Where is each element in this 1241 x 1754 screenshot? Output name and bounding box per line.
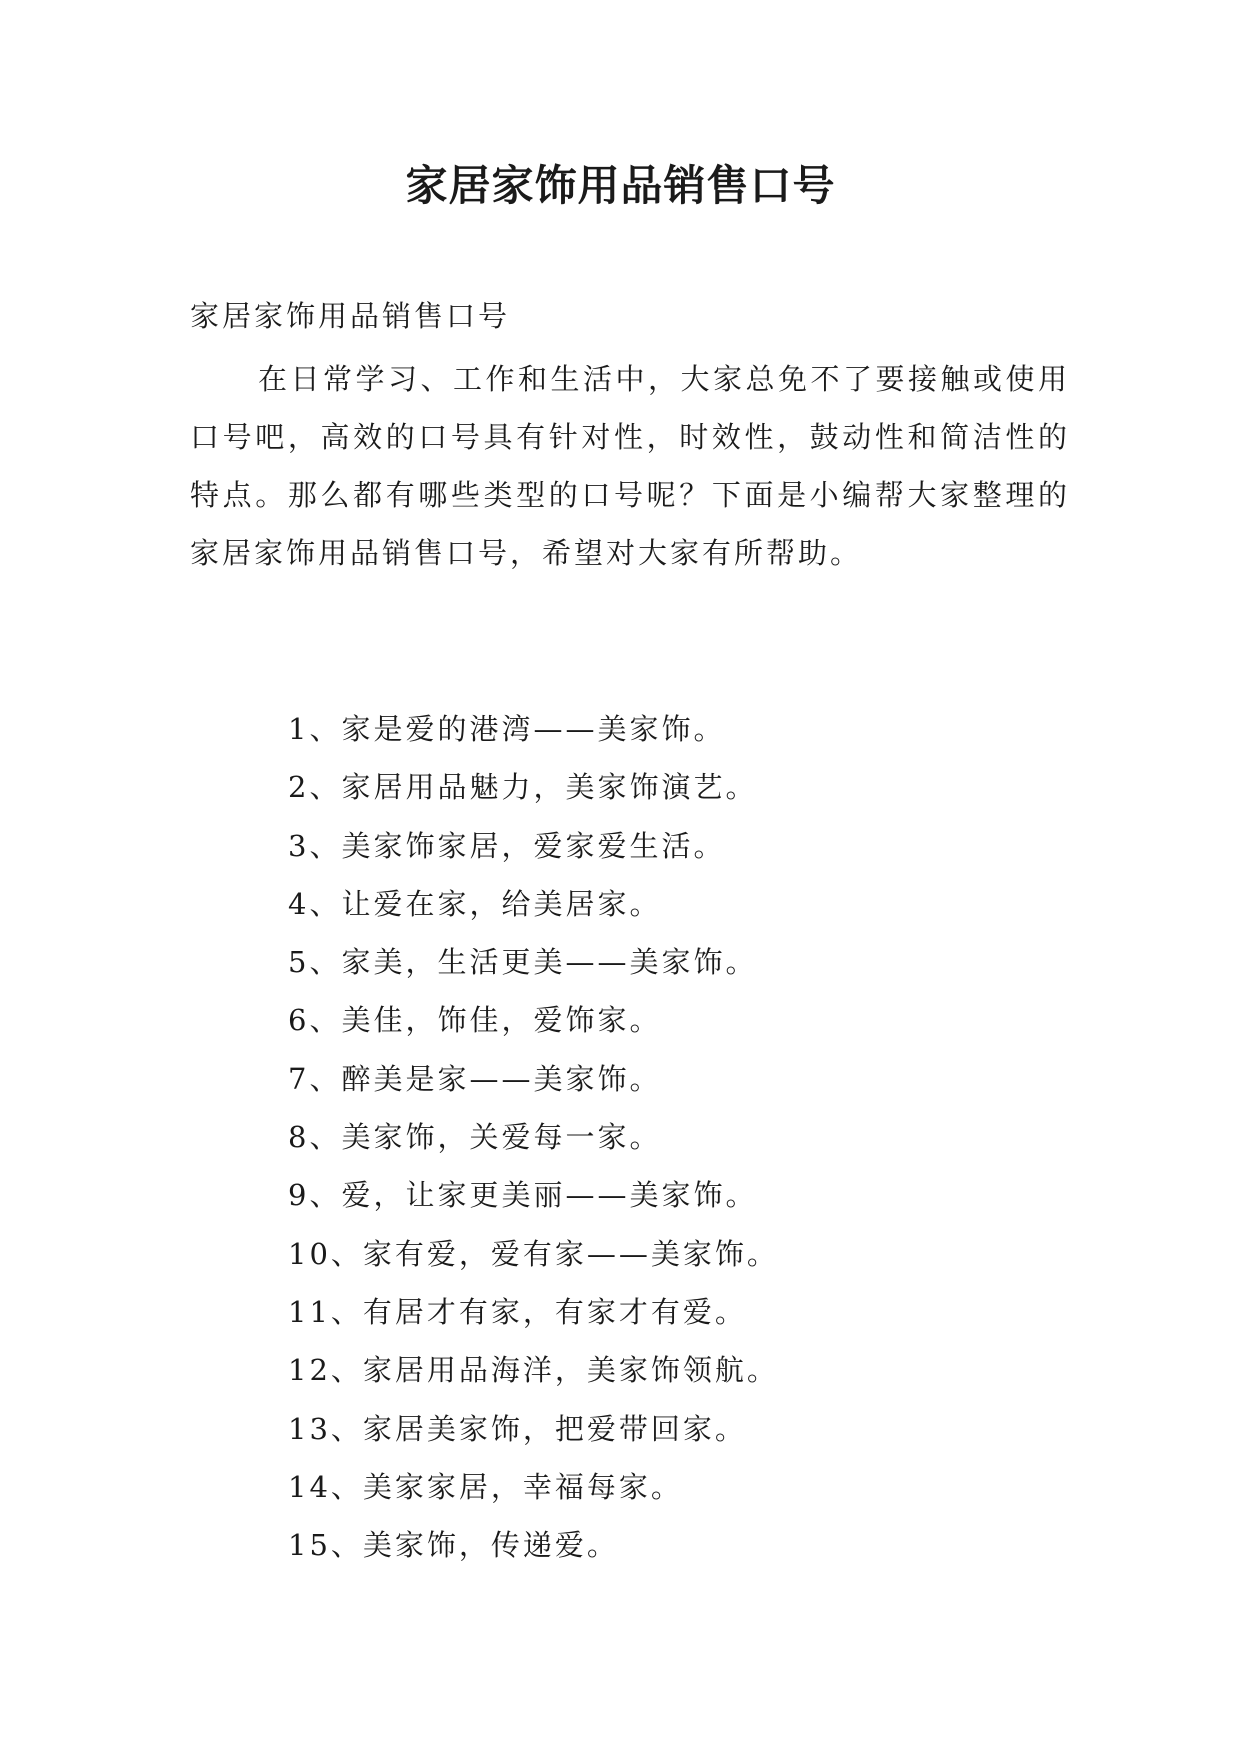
intro-paragraph: 在日常学习、工作和生活中，大家总免不了要接触或使用口号吧，高效的口号具有针对性，时效性，鼓动性和简洁性的特点。那么都有哪些类型的口号呢？下面是小编帮大家整理的家居家饰用品销售口号，希望对大家有所帮助。 [190,362,1070,570]
slogan-item: 3、美家饰家居，爱家爱生活。 [288,828,726,863]
slogan-item: 6、美佳，饰佳，爱饰家。 [288,1003,662,1038]
document-subheading: 家居家饰用品销售口号 [190,299,511,333]
slogan-item: 2、家居用品魅力，美家饰演艺。 [288,770,758,805]
document-title: 家居家饰用品销售口号 [405,161,836,210]
slogan-item: 4、让爱在家，给美居家。 [288,886,662,921]
slogan-item: 1、家是爱的港湾——美家饰。 [288,712,726,746]
slogan-item: 13、家居美家饰，把爱带回家。 [288,1411,747,1446]
slogan-item: 5、家美，生活更美——美家饰。 [288,945,758,980]
slogan-item: 9、爱，让家更美丽——美家饰。 [288,1178,758,1213]
slogan-item: 11、有居才有家，有家才有爱。 [288,1294,747,1329]
slogan-item: 10、家有爱，爱有家——美家饰。 [288,1236,779,1271]
slogan-item: 15、美家饰，传递爱。 [288,1528,619,1563]
slogan-item: 7、醉美是家——美家饰。 [288,1061,662,1096]
slogan-item: 14、美家家居，幸福每家。 [288,1469,683,1504]
slogan-list [288,700,779,1574]
slogan-item: 12、家居用品海洋，美家饰领航。 [288,1353,779,1388]
slogan-item: 8、美家饰，关爱每一家。 [288,1120,662,1155]
